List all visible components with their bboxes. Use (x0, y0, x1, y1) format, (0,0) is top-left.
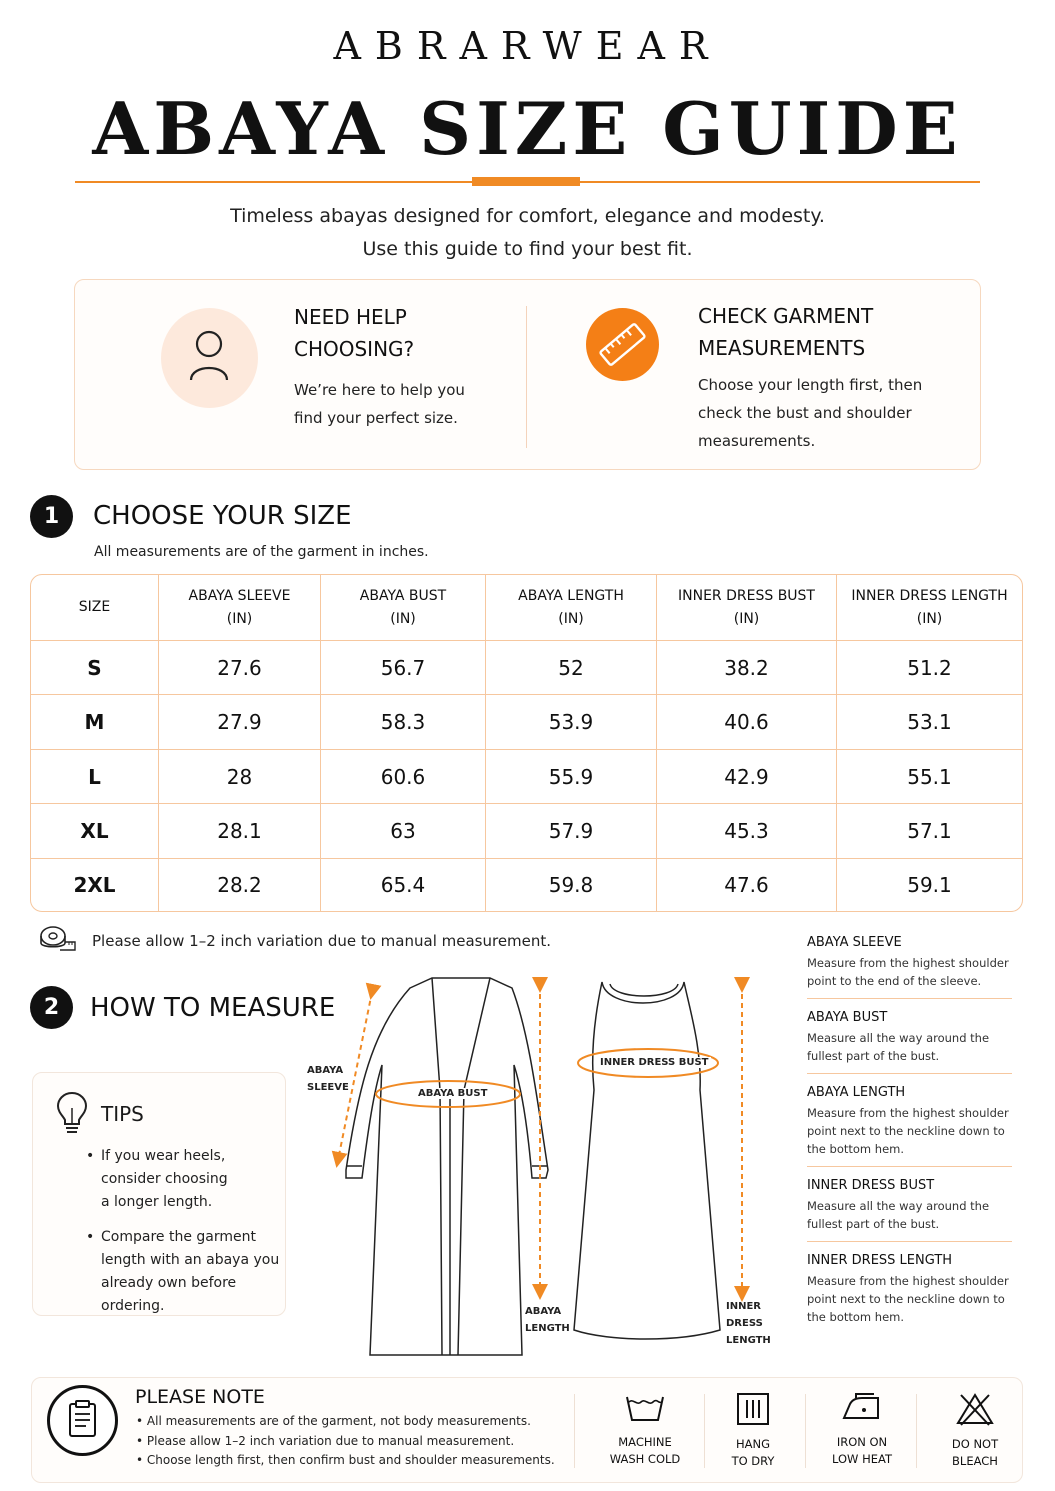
table-cell: 27.9 (159, 695, 321, 749)
tips-list (85, 1145, 285, 1330)
help-title-line-2: CHOOSING? (294, 337, 415, 361)
measurement-definitions (807, 935, 1012, 1345)
variation-note: Please allow 1–2 inch variation due to manual measurement. (92, 932, 552, 950)
definition-item: INNER DRESS BUST Measure all the way around the fullest part of the bust. (807, 1178, 1012, 1242)
brand-name: ABRARWEAR (333, 24, 722, 68)
abaya-drawing (346, 978, 548, 1355)
table-cell: 59.1 (907, 872, 952, 897)
check-title-line-1: CHECK GARMENT (698, 304, 874, 328)
definition-item: ABAYA LENGTH Measure from the highest shoulder point next to the neckline down to the bottom hem. (807, 1085, 1012, 1167)
intro-line-1: Timeless abayas designed for comfort, elegance and modesty. (230, 205, 825, 227)
header-inner-dress-length: INNER DRESS LENGTH (IN) (837, 575, 1022, 641)
clipboard-icon (50, 1388, 115, 1453)
table-cell: 63 (321, 804, 486, 858)
care-no-bleach: DO NOT BLEACH (920, 1392, 1030, 1470)
table-cell: 40.6 (657, 695, 837, 749)
tape-measure-icon (38, 924, 78, 954)
table-cell: 56.7 (321, 641, 486, 695)
ruler-icon (586, 308, 659, 381)
section-2-title: HOW TO MEASURE (90, 993, 336, 1023)
size-cell: M (31, 695, 159, 749)
table-cell: 28.2 (159, 859, 321, 911)
help-title (294, 301, 414, 365)
step-1-badge: 1 (30, 495, 73, 538)
do-not-bleach-icon (955, 1392, 995, 1426)
tips-title: TIPS (101, 1102, 144, 1126)
tip-item: • If you wear heels, consider choosing a longer length. (85, 1145, 285, 1214)
intro-text (0, 200, 1055, 266)
table-cell: 47.6 (657, 859, 837, 911)
size-cell: S (31, 641, 159, 695)
note-item: • Choose length first, then confirm bust and shoulder measurements. (136, 1451, 555, 1471)
table-cell: 55.9 (486, 750, 657, 804)
help-text-line-1: We’re here to help you (294, 381, 465, 399)
label-abaya-length: ABAYA LENGTH (525, 1306, 570, 1334)
table-row (31, 750, 1022, 804)
header-abaya-sleeve: ABAYA SLEEVE (IN) (159, 575, 321, 641)
table-row (31, 695, 1022, 749)
help-title-line-1: NEED HELP (294, 305, 407, 329)
table-cell: 52 (486, 641, 657, 695)
check-text-line-2: check the bust and shoulder (698, 404, 912, 422)
table-cell: 51.2 (837, 641, 1022, 695)
help-text (294, 376, 465, 432)
please-note-title: PLEASE NOTE (135, 1386, 265, 1408)
definition-item: INNER DRESS LENGTH Measure from the highest shoulder point next to the neckline down to the bottom hem. (807, 1253, 1009, 1324)
header-abaya-bust: ABAYA BUST (IN) (321, 575, 486, 641)
care-machine-wash: MACHINE WASH COLD (590, 1392, 700, 1468)
please-note-list (136, 1412, 555, 1471)
table-cell: 42.9 (657, 750, 837, 804)
size-table (30, 574, 1023, 912)
check-text-line-3: measurements. (698, 432, 816, 450)
label-inner-dress-length: INNER DRESS LENGTH (726, 1301, 771, 1346)
table-cell: 59.8 (486, 859, 657, 911)
table-row (31, 641, 1022, 695)
table-cell: 57.1 (837, 804, 1022, 858)
check-title (698, 300, 873, 364)
table-cell: 60.6 (321, 750, 486, 804)
tip-item: • Compare the garment length with an abaya you already own before ordering. (85, 1226, 285, 1318)
table-cell: 28.1 (159, 804, 321, 858)
title-divider-accent (472, 177, 580, 186)
table-row (31, 859, 1022, 911)
care-hang-dry: HANG TO DRY (698, 1392, 808, 1470)
page-title: ABAYA SIZE GUIDE (92, 86, 963, 171)
table-cell: 53.1 (837, 695, 1022, 749)
table-header-row (31, 575, 1022, 641)
intro-line-2: Use this guide to find your best fit. (362, 238, 693, 260)
table-cell: 57.9 (486, 804, 657, 858)
care-divider (805, 1394, 806, 1468)
check-text-line-1: Choose your length first, then (698, 376, 923, 394)
section-1-subtitle: All measurements are of the garment in inches. (94, 544, 429, 560)
help-text-line-2: find your perfect size. (294, 409, 458, 427)
iron-low-heat-icon (840, 1392, 884, 1424)
note-item: • Please allow 1–2 inch variation due to manual measurement. (136, 1432, 555, 1452)
definition-item: ABAYA BUST Measure all the way around the fullest part of the bust. (807, 1010, 1012, 1074)
table-cell: 45.3 (657, 804, 837, 858)
size-cell: 2XL (31, 859, 159, 911)
person-icon-badge (161, 308, 258, 408)
clipboard-icon-badge (47, 1385, 118, 1456)
label-inner-dress-bust: INNER DRESS BUST (600, 1057, 709, 1068)
care-divider (574, 1394, 575, 1468)
table-cell: 27.6 (159, 641, 321, 695)
lightbulb-icon (55, 1090, 89, 1136)
size-cell: XL (31, 804, 159, 858)
check-text (698, 371, 922, 455)
label-abaya-sleeve: ABAYA SLEEVE (307, 1065, 349, 1093)
check-title-line-2: MEASUREMENTS (698, 336, 866, 360)
section-1-title: CHOOSE YOUR SIZE (93, 501, 352, 531)
care-divider (916, 1394, 917, 1468)
machine-wash-cold-icon (624, 1392, 666, 1424)
table-cell: 28 (159, 750, 321, 804)
inner-dress-drawing (574, 982, 720, 1339)
person-icon (161, 308, 258, 408)
size-cell: L (31, 750, 159, 804)
header-abaya-length: ABAYA LENGTH (IN) (486, 575, 657, 641)
help-divider (526, 306, 527, 448)
header-inner-dress-bust: INNER DRESS BUST (IN) (657, 575, 837, 641)
table-cell: 55.1 (837, 750, 1022, 804)
ruler-icon-badge (586, 308, 659, 381)
table-row (31, 804, 1022, 858)
note-item: • All measurements are of the garment, not body measurements. (136, 1412, 555, 1432)
step-2-badge: 2 (30, 986, 73, 1029)
table-cell: 53.9 (486, 695, 657, 749)
header-size: SIZE (31, 575, 159, 641)
label-abaya-bust: ABAYA BUST (418, 1088, 488, 1099)
definition-item: ABAYA SLEEVE Measure from the highest shoulder point to the end of the sleeve. (807, 935, 1012, 999)
care-iron: IRON ON LOW HEAT (807, 1392, 917, 1468)
table-cell: 58.3 (321, 695, 486, 749)
table-cell: 65.4 (321, 859, 486, 911)
table-cell: 38.2 (657, 641, 837, 695)
hang-to-dry-icon (736, 1392, 770, 1426)
